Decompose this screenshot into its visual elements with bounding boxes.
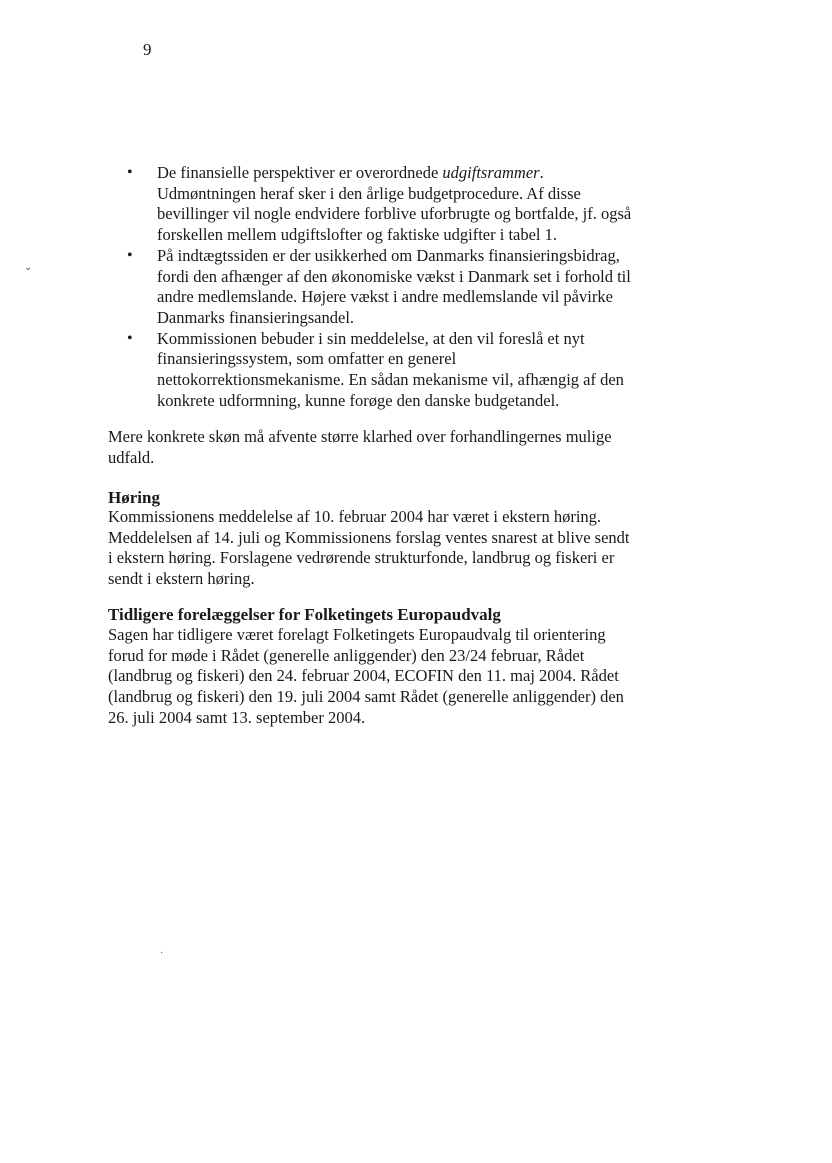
conclusion-paragraph: Mere konkrete skøn må afvente større klarhed over forhandlingernes mulige udfald.	[108, 427, 612, 467]
page-number: 9	[143, 40, 152, 59]
bullet-text: På indtægtssiden er der usikkerhed om Danmarks finansieringsbidrag, fordi den afhænger af den økonomiske vækst i Danmark set i forhold til andre medlemslande. Højere vækst i andre medlemslande vil påvirke Danmarks finansieringsandel.	[157, 245, 631, 327]
scan-artifact-mark: ·	[160, 948, 164, 959]
list-item	[127, 163, 637, 246]
section-body-tidligere-forelaeggelser: Sagen har tidligere været forelagt Folketingets Europaudvalg til orientering forud for møde i Rådet (generelle anliggender) den 23/24 februar, Rådet (landbrug og fiskeri) den 24. februar 2004, ECOFIN den 11. maj 2004. Rådet (landbrug og fiskeri) den 19. juli 2004 samt Rådet (generelle anliggender) den 26. juli 2004 samt 13. september 2004.	[108, 625, 624, 727]
bullet-text-part: . Udmøntningen heraf sker i den årlige budgetprocedure. Af disse bevillinger vil nogle endvidere forblive uforbrugte og bortfalde, jf. også forskellen mellem udgiftslofter og faktiske udgifter i tabel 1.	[157, 163, 632, 245]
list-item	[127, 246, 637, 329]
bullet-icon: •	[127, 329, 133, 347]
scan-artifact-mark: ⌄	[24, 262, 33, 273]
section-heading-tidligere-forelaeggelser: Tidligere forelæggelser for Folketingets Europaudvalg	[108, 605, 501, 624]
list-item	[127, 329, 637, 412]
emphasized-term: udgiftsrammer	[442, 163, 540, 182]
section-body-hoering: Kommissionens meddelelse af 10. februar 2004 har været i ekstern høring. Meddelelsen af 14. juli og Kommissionens forslag ventes snarest at blive sendt i ekstern høring. Forslagene vedrørende strukturfonde, landbrug og fiskeri er sendt i ekstern høring.	[108, 507, 630, 589]
bullet-icon: •	[127, 164, 133, 181]
bullet-text: Kommissionen bebuder i sin meddelelse, at den vil foreslå et nyt finansieringssystem, som omfatter en generel nettokorrektionsmekanisme. En sådan mekanisme vil, afhængig af den konkrete udformning, kunne forøge den danske budgetandel.	[157, 328, 624, 410]
section-heading-hoering: Høring	[108, 488, 160, 507]
bullet-list	[127, 163, 637, 411]
bullet-text-part: De finansielle perspektiver er overordnede	[157, 163, 443, 182]
bullet-text	[157, 163, 631, 244]
bullet-icon: •	[127, 246, 133, 264]
